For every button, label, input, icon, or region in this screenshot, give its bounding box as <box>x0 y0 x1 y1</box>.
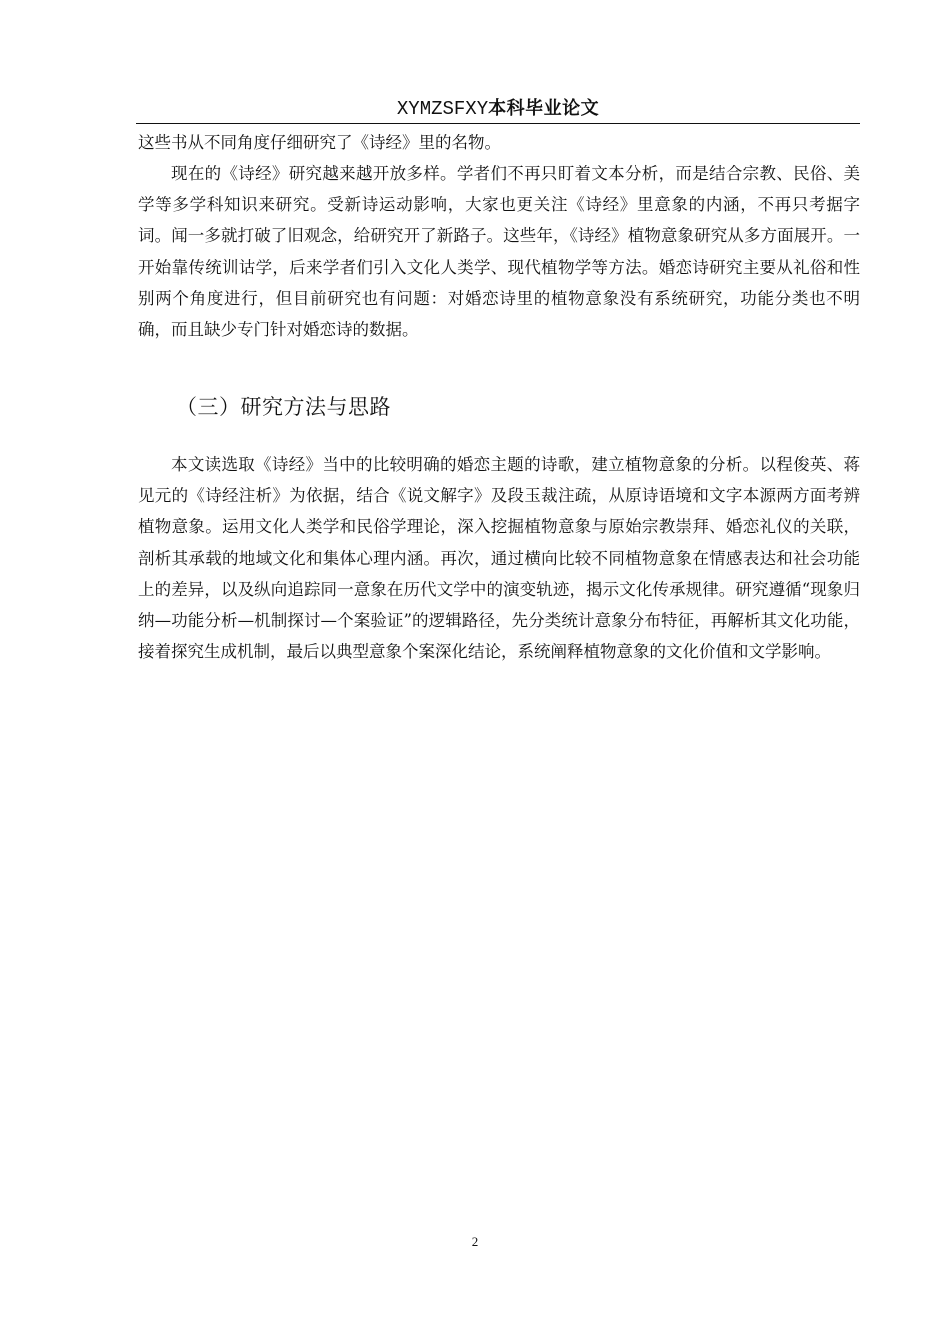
section-heading: （三）研究方法与思路 <box>176 395 391 419</box>
paragraph-continued: 这些书从不同角度仔细研究了《诗经》里的名物。 <box>138 133 501 152</box>
paragraph-research-methods: 本文读选取《诗经》当中的比较明确的婚恋主题的诗歌，建立植物意象的分析。以程俊英、蒋见元的《诗经注析》为依据，结合《说文解字》及段玉裁注疏，从原诗语境和文字本源两方面考辨植物意象。运用文化人类学和民俗学理论，深入挖掘植物意象与原始宗教崇拜、婚恋礼仪的关联，剖析其承载的地域文化和集体心理内涵。再次，通过横向比较不同植物意象在情感表达和社会功能上的差异，以及纵向追踪同一意象在历代文学中的演变轨迹，揭示文化传承规律。研究遵循“现象归纳—功能分析—机制探讨—个案验证”的逻辑路径，先分类统计意象分布特征，再解析其文化功能，接着探究生成机制，最后以典型意象个案深化结论，系统阐释植物意象的文化价值和文学影响。 <box>138 455 860 662</box>
header-thesis-label: 本科毕业论文 <box>488 98 600 119</box>
header-school-code: XYMZSFXY <box>396 98 489 120</box>
running-header <box>136 94 860 120</box>
page-number: 2 <box>471 1234 479 1249</box>
paragraph-research-review: 现在的《诗经》研究越来越开放多样。学者们不再只盯着文本分析，而是结合宗教、民俗、美学等多学科知识来研究。受新诗运动影响，大家也更关注《诗经》里意象的内涵，不再只考据字词。闻一多就打破了旧观念，给研究开了新路子。这些年，《诗经》植物意象研究从多方面展开。一开始靠传统训诂学，后来学者们引入文化人类学、现代植物学等方法。婚恋诗研究主要从礼俗和性别两个角度进行，但目前研究也有问题：对婚恋诗里的植物意象没有系统研究，功能分类也不明确，而且缺少专门针对婚恋诗的数据。 <box>138 164 860 340</box>
header-divider <box>136 123 860 124</box>
